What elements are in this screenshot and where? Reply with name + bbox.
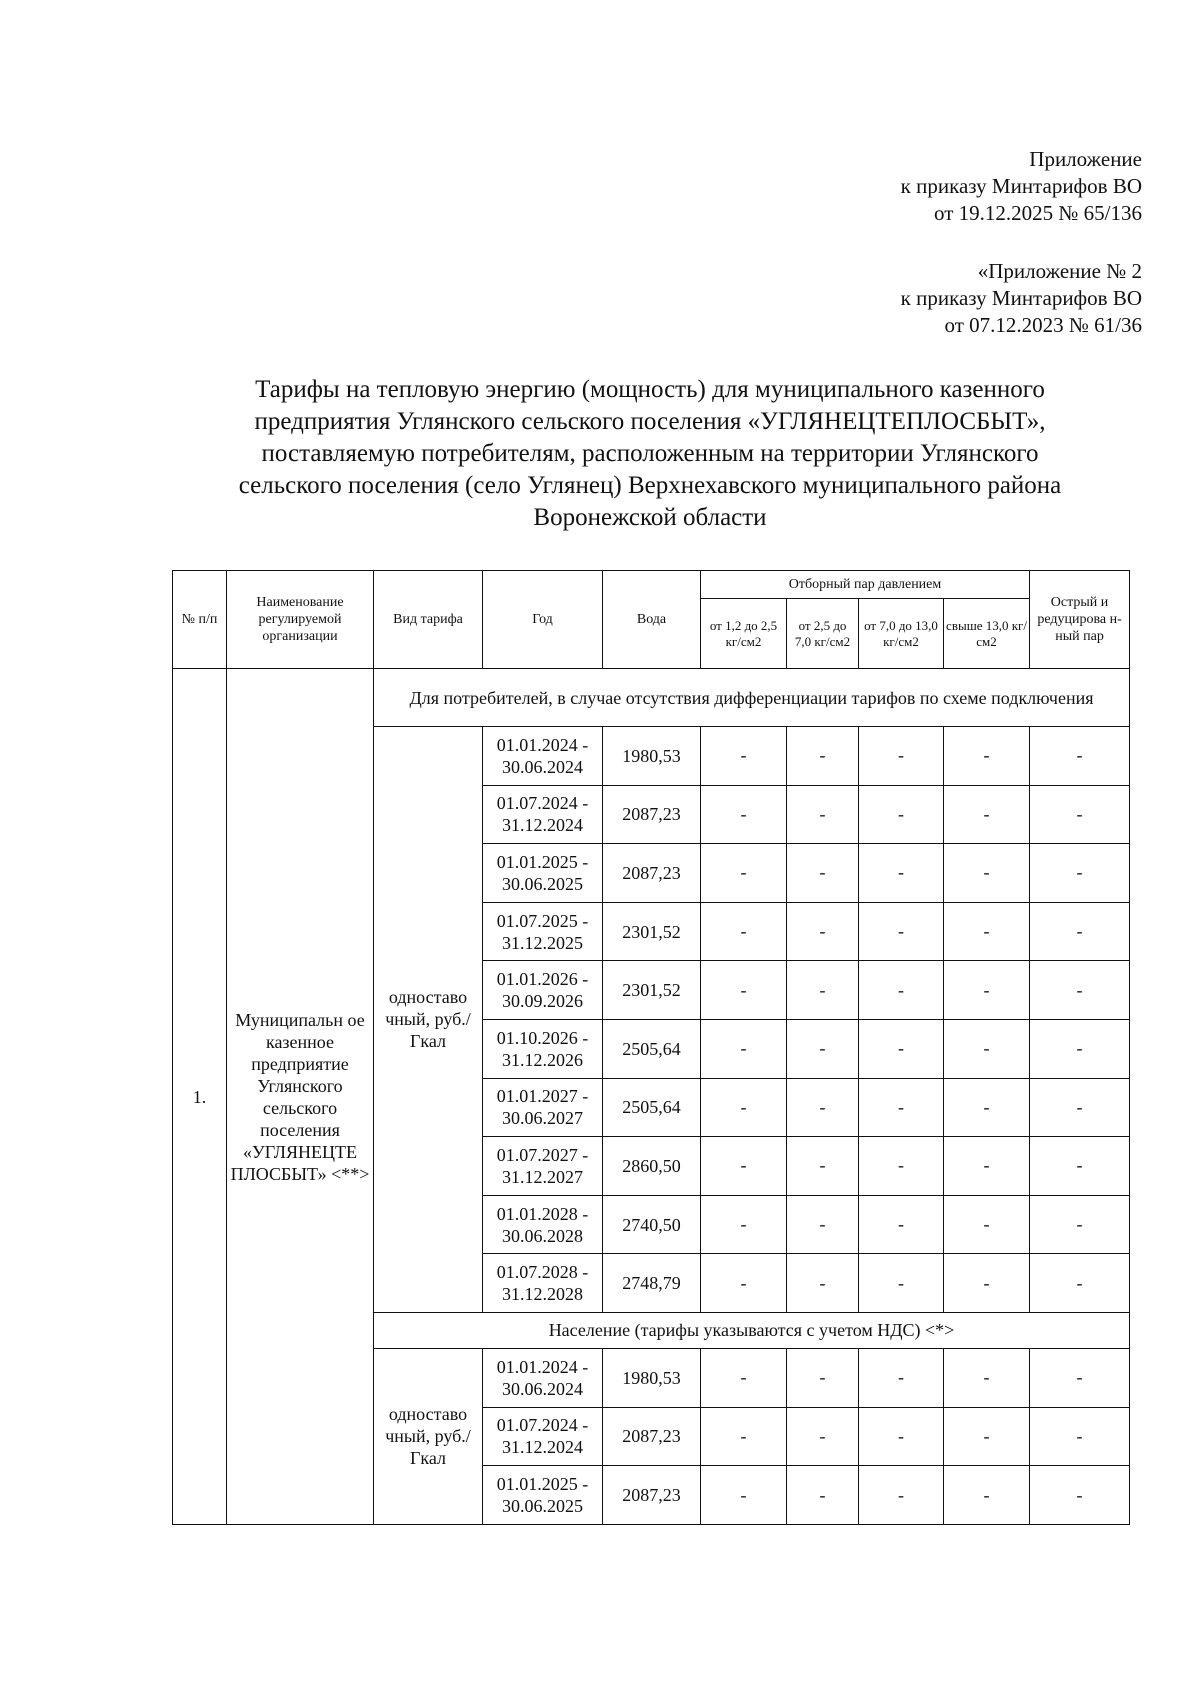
period: 01.07.2025 - 31.12.2025 (483, 902, 603, 961)
header-steam-4: свыше 13,0 кг/см2 (944, 599, 1030, 669)
period: 01.01.2028 - 30.06.2028 (483, 1195, 603, 1254)
water-value: 2505,64 (603, 1019, 701, 1078)
steam-4-value: - (944, 902, 1030, 961)
water-value: 1980,53 (603, 727, 701, 786)
steam-3-value: - (859, 1019, 944, 1078)
steam-2-value: - (787, 1195, 859, 1254)
period: 01.07.2027 - 31.12.2027 (483, 1137, 603, 1196)
steam-3-value: - (859, 1348, 944, 1407)
period: 01.07.2024 - 31.12.2024 (483, 1407, 603, 1466)
water-value: 2301,52 (603, 902, 701, 961)
steam-1-value: - (701, 1407, 787, 1466)
steam-1-value: - (701, 785, 787, 844)
steam-2-value: - (787, 844, 859, 903)
steam-4-value: - (944, 1407, 1030, 1466)
steam-2-value: - (787, 961, 859, 1020)
sharp-steam-value: - (1030, 902, 1130, 961)
steam-4-value: - (944, 1137, 1030, 1196)
period: 01.10.2026 - 31.12.2026 (483, 1019, 603, 1078)
steam-1-value: - (701, 1137, 787, 1196)
steam-2-value: - (787, 902, 859, 961)
water-value: 2860,50 (603, 1137, 701, 1196)
steam-4-value: - (944, 844, 1030, 903)
steam-1-value: - (701, 902, 787, 961)
steam-4-value: - (944, 1078, 1030, 1137)
water-value: 2087,23 (603, 1407, 701, 1466)
appendix-order-ref: к приказу Минтарифов ВО (900, 286, 1142, 310)
steam-1-value: - (701, 1348, 787, 1407)
steam-2-value: - (787, 1137, 859, 1196)
document-title (172, 374, 1128, 534)
header-steam-3: от 7,0 до 13,0 кг/см2 (859, 599, 944, 669)
period: 01.01.2024 - 30.06.2024 (483, 1348, 603, 1407)
sharp-steam-value: - (1030, 1407, 1130, 1466)
section-title: Население (тарифы указываются с учетом НДС) <*> (374, 1312, 1130, 1348)
sharp-steam-value: - (1030, 727, 1130, 786)
header-year: Год (483, 571, 603, 669)
steam-2-value: - (787, 1407, 859, 1466)
steam-3-value: - (859, 902, 944, 961)
sharp-steam-value: - (1030, 844, 1130, 903)
header-water: Вода (603, 571, 701, 669)
steam-1-value: - (701, 961, 787, 1020)
section-title: Для потребителей, в случае отсутствия дифференциации тарифов по схеме подключения (374, 669, 1130, 727)
period: 01.01.2025 - 30.06.2025 (483, 1466, 603, 1525)
header-steam-1: от 1,2 до 2,5 кг/см2 (701, 599, 787, 669)
sharp-steam-value: - (1030, 785, 1130, 844)
steam-3-value: - (859, 1407, 944, 1466)
title-line: поставляемую потребителям, расположенным на территории Углянского (261, 440, 1039, 467)
title-line: Воронежской области (533, 504, 767, 531)
water-value: 2087,23 (603, 844, 701, 903)
header-steam-group: Отборный пар давлением (701, 571, 1030, 599)
steam-2-value: - (787, 1078, 859, 1137)
steam-1-value: - (701, 1254, 787, 1313)
steam-2-value: - (787, 1466, 859, 1525)
tariff-table (172, 570, 1130, 1525)
steam-2-value: - (787, 785, 859, 844)
steam-1-value: - (701, 844, 787, 903)
steam-3-value: - (859, 1137, 944, 1196)
appendix-label: «Приложение № 2 (977, 259, 1142, 283)
table-body (173, 669, 1130, 1525)
steam-1-value: - (701, 1195, 787, 1254)
steam-4-value: - (944, 1195, 1030, 1254)
steam-4-value: - (944, 1019, 1030, 1078)
sharp-steam-value: - (1030, 1078, 1130, 1137)
water-value: 2087,23 (603, 1466, 701, 1525)
header-org: Наименование регулируемой организации (227, 571, 374, 669)
steam-4-value: - (944, 785, 1030, 844)
water-value: 2748,79 (603, 1254, 701, 1313)
period: 01.01.2024 - 30.06.2024 (483, 727, 603, 786)
sharp-steam-value: - (1030, 1019, 1130, 1078)
appendix-order-date: от 07.12.2023 № 61/36 (944, 313, 1142, 337)
appendix-reference-original (901, 258, 1142, 339)
steam-1-value: - (701, 727, 787, 786)
title-line: сельского поселения (село Углянец) Верхнехавского муниципального района (238, 472, 1062, 499)
tariff-type: одноставо чный, руб./Гкал (374, 727, 483, 1313)
period: 01.01.2025 - 30.06.2025 (483, 844, 603, 903)
header-num: № п/п (173, 571, 227, 669)
period: 01.01.2027 - 30.06.2027 (483, 1078, 603, 1137)
appendix-reference-current (901, 146, 1142, 227)
title-line: Тарифы на тепловую энергию (мощность) для муниципального казенного (255, 376, 1045, 403)
steam-3-value: - (859, 785, 944, 844)
steam-4-value: - (944, 727, 1030, 786)
header-sharp-steam: Острый и редуцирова н- ный пар (1030, 571, 1130, 669)
sharp-steam-value: - (1030, 961, 1130, 1020)
title-line: предприятия Углянского сельского поселения «УГЛЯНЕЦТЕПЛОСБЫТ», (254, 408, 1046, 435)
water-value: 2087,23 (603, 785, 701, 844)
steam-3-value: - (859, 844, 944, 903)
steam-2-value: - (787, 727, 859, 786)
steam-2-value: - (787, 1348, 859, 1407)
steam-2-value: - (787, 1254, 859, 1313)
steam-1-value: - (701, 1466, 787, 1525)
org-name: Муниципальн ое казенное предприятие Углянского сельского поселения «УГЛЯНЕЦТЕ ПЛОСБЫТ» <**> (227, 669, 374, 1525)
steam-3-value: - (859, 1078, 944, 1137)
steam-3-value: - (859, 727, 944, 786)
header-tariff-type: Вид тарифа (374, 571, 483, 669)
steam-4-value: - (944, 1254, 1030, 1313)
row-number: 1. (173, 669, 227, 1525)
steam-4-value: - (944, 1466, 1030, 1525)
appendix-label: Приложение (1029, 147, 1142, 171)
appendix-order-ref: к приказу Минтарифов ВО (900, 174, 1142, 198)
steam-2-value: - (787, 1019, 859, 1078)
table-header (173, 571, 1130, 669)
water-value: 2301,52 (603, 961, 701, 1020)
sharp-steam-value: - (1030, 1195, 1130, 1254)
period: 01.07.2028 - 31.12.2028 (483, 1254, 603, 1313)
steam-3-value: - (859, 1466, 944, 1525)
steam-4-value: - (944, 1348, 1030, 1407)
water-value: 1980,53 (603, 1348, 701, 1407)
steam-1-value: - (701, 1078, 787, 1137)
steam-3-value: - (859, 1254, 944, 1313)
water-value: 2740,50 (603, 1195, 701, 1254)
period: 01.07.2024 - 31.12.2024 (483, 785, 603, 844)
appendix-order-date: от 19.12.2025 № 65/136 (933, 201, 1142, 225)
steam-4-value: - (944, 961, 1030, 1020)
steam-3-value: - (859, 961, 944, 1020)
sharp-steam-value: - (1030, 1466, 1130, 1525)
period: 01.01.2026 - 30.09.2026 (483, 961, 603, 1020)
header-steam-2: от 2,5 до 7,0 кг/см2 (787, 599, 859, 669)
sharp-steam-value: - (1030, 1254, 1130, 1313)
sharp-steam-value: - (1030, 1348, 1130, 1407)
sharp-steam-value: - (1030, 1137, 1130, 1196)
steam-3-value: - (859, 1195, 944, 1254)
tariff-type: одноставо чный, руб./Гкал (374, 1348, 483, 1524)
steam-1-value: - (701, 1019, 787, 1078)
water-value: 2505,64 (603, 1078, 701, 1137)
